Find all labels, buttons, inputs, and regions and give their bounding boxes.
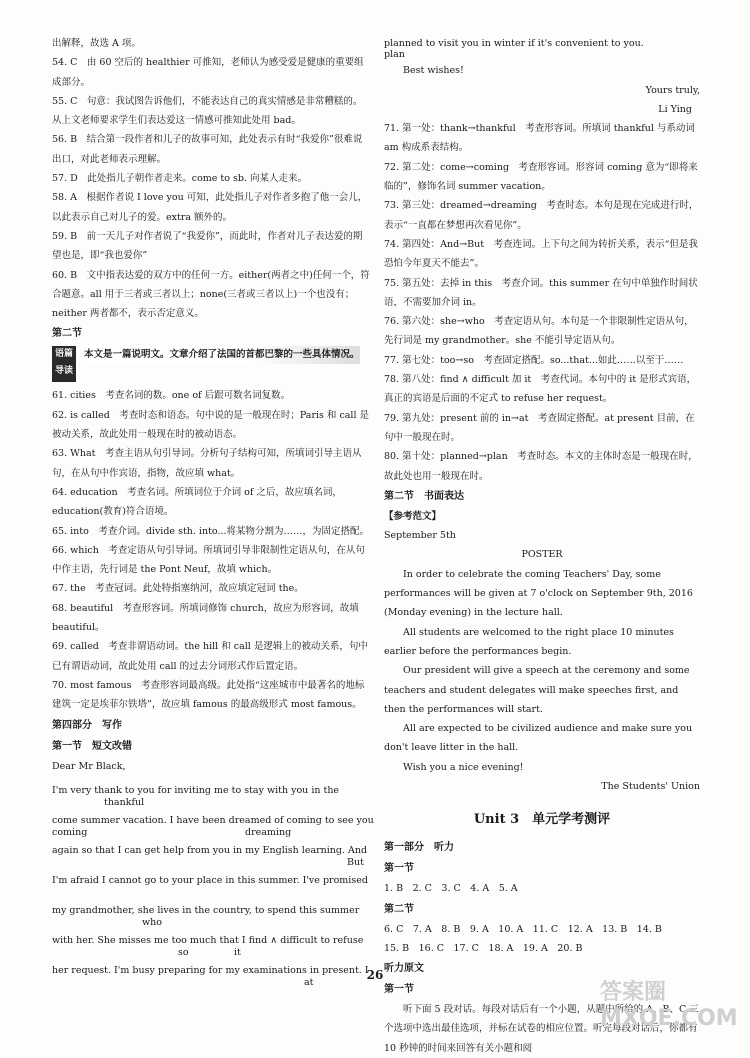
correction-mark: so xyxy=(178,946,189,958)
answer-74: 74. 第四处：And→But 考查连词。上下句之间为转折关系，表示“但是我恐怕今年夏天不能去”。 xyxy=(384,238,698,270)
reference-label: 【参考范文】 xyxy=(384,510,442,522)
correction-text: again so that I can get help from you in my English learning. And xyxy=(52,844,368,856)
answer-76: 76. 第六处：she→who 考查定语从句。本句是一个非限制性定语从句，先行词是 my grandmother。she 不能引导定语从句。 xyxy=(384,316,694,347)
correction-mark: plan xyxy=(384,49,405,61)
answer-56: 56. B 结合第一段作者和儿子的故事可知，此处表示有时“我爱你”很难说出口，对此老师表示理解。 xyxy=(52,134,363,165)
answer-78: 78. 第八处：find ∧ difficult 加 it 考查代词。本句中的 it 是形式宾语，真正的宾语是后面的不定式 to refuse her request。 xyxy=(384,374,697,405)
answer-72: 72. 第二处：come→coming 考查形容词。形容词 coming 意为“即将来临的”，修饰名词 summer vacation。 xyxy=(384,161,698,193)
poster-title: POSTER xyxy=(521,549,563,561)
answer-61: 61. cities 考查名词的数。one of 后跟可数名词复数。 xyxy=(52,390,291,402)
section-label: 第一节 短文改错 xyxy=(52,740,132,752)
answer-70: 70. most famous 考查形容词最高级。此处指“这座城市中最著名的地标建筑一定是埃菲尔铁塔”，故应填 famous 的最高级形式 most famous。 xyxy=(52,679,365,711)
listening-script-text: 听下面 5 段对话。每段对话后有一个小题，从题中所给的 A、B、C 三个选项中选出最佳选项，并标在试卷的相应位置。听完每段对话后，你都有 10 秒钟的时间来回答有关小题和阅 xyxy=(384,1004,699,1054)
answer-63: 63. What 考查主语从句引导词。分析句子结构可知，所填词引导主语从句，在从句中作宾语，指物，故应填 what。 xyxy=(52,448,362,479)
error-correction-passage xyxy=(52,776,374,988)
correction-line xyxy=(52,806,374,838)
correction-text: my grandmother, she lives in the country, to spend this summer xyxy=(52,904,360,916)
answer-75: 75. 第五处：去掉 in this 考查介词。this summer 在句中单独作时间状语，不需要加介词 in。 xyxy=(384,277,698,308)
part-label: 第四部分 写作 xyxy=(52,719,122,731)
letter-line: planned to visit you in winter if it's convenient to you. xyxy=(384,38,644,49)
answer-key-row: 15. B 16. C 17. C 18. A 19. A 20. B xyxy=(384,942,583,954)
part-label: 第一部分 听力 xyxy=(384,842,454,854)
answer-71: 71. 第一处：thank→thankful 考查形容词。所填词 thankful 与系动词 am 构成系表结构。 xyxy=(384,123,695,154)
answer-68: 68. beautiful 考查形容词。所填词修饰 church，故应为形容词，故填 beautiful。 xyxy=(52,602,359,634)
answer-64: 64. education 考查名词。所填词位于介词 of 之后，故应填名词，education(教育)符合语境。 xyxy=(52,486,342,518)
letter-closing: Best wishes! xyxy=(403,65,464,77)
poster-signature: The Students' Union xyxy=(601,780,700,792)
correction-mark: thankful xyxy=(104,796,145,808)
correction-line xyxy=(52,866,370,896)
right-column xyxy=(384,34,700,1058)
answer-57: 57. D 此处指儿子朝作者走来。come to sb. 向某人走来。 xyxy=(52,173,307,185)
correction-mark: at xyxy=(304,976,314,988)
poster-paragraph: Wish you a nice evening! xyxy=(403,761,524,773)
section-label: 第二节 书面表达 xyxy=(384,490,464,502)
answer-60: 60. B 文中指表达爱的双方中的任何一方。either(两者之中)任何一个，符合题意。all 用于三者或三者以上；none(三者或三者以上)一个也没有；neither 两者都不，表示否定意义。 xyxy=(52,269,370,320)
answer-73: 73. 第三处：dreamed→dreaming 考查时态。本句是现在完成进行时，表示“一直都在梦想再次看见你”。 xyxy=(384,200,699,231)
reading-guide-tag: 语篇导读 xyxy=(52,346,76,382)
correction-text: I'm very thank to you for inviting me to stay with you in the xyxy=(52,784,340,796)
reading-guide-banner xyxy=(52,346,370,382)
correction-mark: it xyxy=(234,946,241,958)
poster-paragraph: In order to celebrate the coming Teachers' Day, some performances will be given at 7 o'clock on September 9th, 2016 (Monday evening) in the lecture hall. xyxy=(384,568,693,619)
letter-signature: Li Ying xyxy=(658,103,692,115)
page-number: 26 xyxy=(366,968,384,982)
answer-79: 79. 第九处：present 前的 in→at 考查固定搭配。at present 目前，在句中一般现在时。 xyxy=(384,412,695,443)
correction-text: I'm afraid I cannot go to your place in this summer. I've promised xyxy=(52,874,368,886)
section-label: 第一节 xyxy=(384,984,414,996)
answer-62: 62. is called 考查时态和语态。句中说的是一般现在时；Paris 和 call 是被动关系，故此处用一般现在时的被动语态。 xyxy=(52,409,370,441)
correction-mark: But xyxy=(347,856,364,868)
reading-guide-text: 本文是一篇说明文。文章介绍了法国的首都巴黎的一些具体情况。 xyxy=(84,346,360,364)
answer-69: 69. called 考查非谓语动词。the hill 和 call 是逻辑上的被动关系，句中已有谓语动词，故此处用 call 的过去分词形式作后置定语。 xyxy=(52,641,368,672)
letter-sign-off: Yours truly, xyxy=(645,84,700,96)
letter-greeting: Dear Mr Black, xyxy=(52,760,126,772)
section-label: 第二节 xyxy=(52,328,82,340)
poster-date: September 5th xyxy=(384,530,456,542)
left-column xyxy=(52,34,374,988)
poster-paragraph: All students are welcomed to the right place 10 minutes earlier before the performances begin. xyxy=(384,626,674,657)
correction-line xyxy=(52,926,370,956)
answer-key-row: 1. B 2. C 3. C 4. A 5. A xyxy=(384,883,518,895)
section-label: 听力原文 xyxy=(384,963,424,975)
correction-text: come summer vacation. I have been dreamed of coming to see you xyxy=(52,814,374,826)
correction-text: her request. I'm busy preparing for my examinations in present. I xyxy=(52,964,369,976)
answer-54: 54. C 由 60 空后的 healthier 可推知，老师认为感受爱是健康的重要组成部分。 xyxy=(52,57,364,88)
correction-mark: dreaming xyxy=(245,826,292,838)
correction-text: with her. She misses me too much that I find ∧ difficult to refuse xyxy=(52,934,364,946)
answer-77: 77. 第七处：too→so 考查固定搭配。so...that...如此……以至于…… xyxy=(384,354,684,366)
answer-66: 66. which 考查定语从句引导词。所填词引导非限制性定语从句，在从句中作主语，先行词是 the Pont Neuf，故填 which。 xyxy=(52,544,365,576)
answer-59: 59. B 前一天儿子对作者说了“我爱你”，而此时，作者对儿子表达爱的期望也是，即“我也爱你” xyxy=(52,230,363,262)
answer-55: 55. C 句意：我试图告诉他们，不能表达自己的真实情感是非常糟糕的。从上文老师要求学生们表达爱这一情感可推知此处用 bad。 xyxy=(52,95,363,127)
answer-58: 58. A 根据作者说 I love you 可知，此处指儿子对作者多抱了他一会儿，以此表示自己对儿子的爱。extra 额外的。 xyxy=(52,192,368,223)
correction-mark: who xyxy=(142,916,162,928)
correction-mark: coming xyxy=(52,826,88,838)
unit-title: Unit 3 单元学考测评 xyxy=(473,812,611,828)
correction-line xyxy=(52,896,370,926)
answer-67: 67. the 考查冠词。此处特指塞纳河，故应填定冠词 the。 xyxy=(52,583,304,595)
answer-65: 65. into 考查介词。divide sth. into...将某物分割为……，为固定搭配。 xyxy=(52,525,370,537)
left-line: 出解释，故选 A 项。 xyxy=(52,38,141,49)
watermark-logo: 答案圈 MXQE.COM xyxy=(600,980,738,1031)
answer-key-row: 6. C 7. A 8. B 9. A 10. A 11. C 12. A 13. B 14. B xyxy=(384,923,662,935)
section-label: 第一节 xyxy=(384,863,414,875)
section-label: 第二节 xyxy=(384,903,414,915)
correction-line xyxy=(52,776,370,806)
poster-paragraph: All are expected to be civilized audience and make sure you don't leave litter in the hall. xyxy=(384,723,693,754)
correction-line xyxy=(52,836,370,866)
answer-80: 80. 第十处：planned→plan 考查时态。本文的主体时态是一般现在时，故此处也用一般现在时。 xyxy=(384,451,698,482)
poster-paragraph: Our president will give a speech at the ceremony and some teachers and student delegates will make speeches first, and then the performances will start. xyxy=(384,665,690,715)
